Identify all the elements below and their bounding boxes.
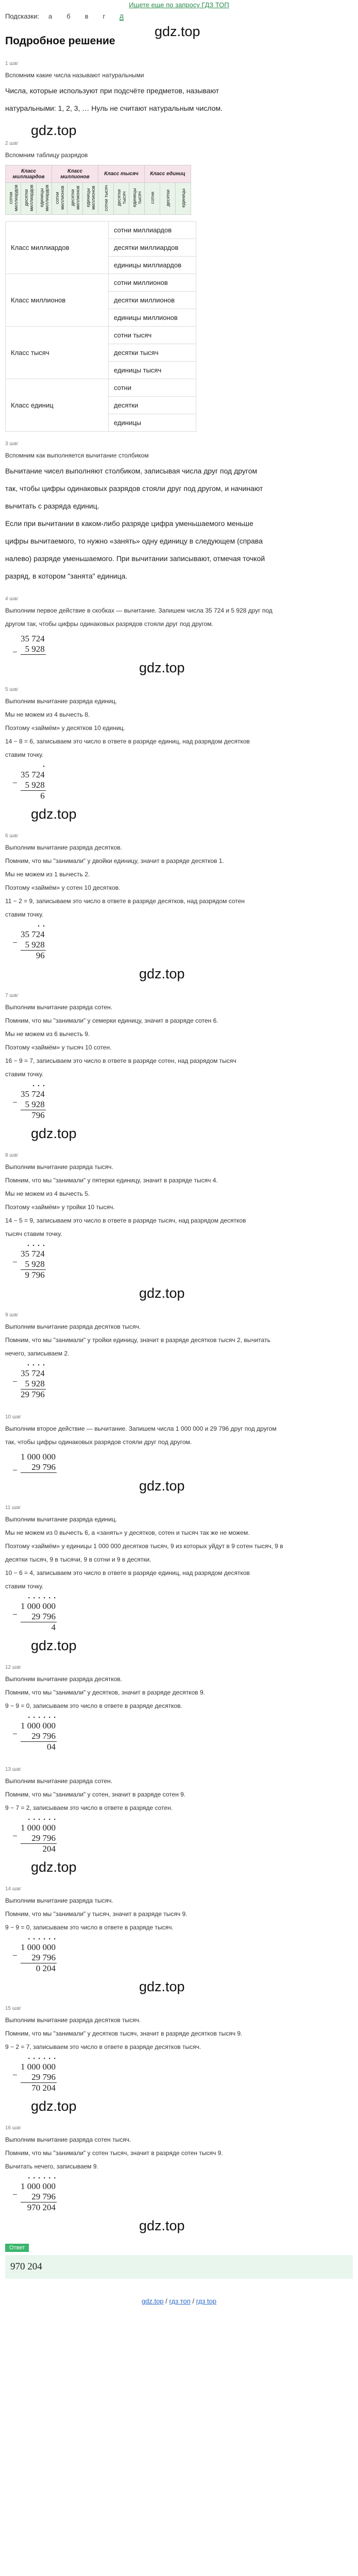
rank-cell (98, 183, 114, 215)
class-table (5, 221, 196, 432)
footer-link-gdz-top-ru[interactable]: гдз топ (169, 2297, 191, 2305)
minuend: 35 724 (21, 770, 45, 779)
step-text: так, чтобы цифры одинаковых разрядов стояли друг под другом, и начинают (5, 484, 263, 493)
column-subtraction (12, 1363, 46, 1400)
step-text: Выполним вычитание разряда тысяч. (5, 1163, 113, 1171)
minus-sign: − (12, 1729, 18, 1739)
subtrahend: 29 796 (21, 2192, 57, 2202)
rank-name-cell: единицы тысяч (109, 362, 196, 379)
subtrahend: 5 928 (21, 940, 46, 951)
watermark: gdz.top (31, 806, 77, 822)
step-text: Помним, что мы "занимали" у сотен, значит в разряде сотен 9. (5, 1791, 186, 1798)
subtrahend: 5 928 (21, 644, 46, 655)
step-text: нечего, записываем 2. (5, 1350, 70, 1357)
step-label: 2 шаг (5, 141, 19, 146)
class-name-cell: Класс тысяч (6, 327, 109, 379)
rank-name-cell: сотни тысяч (109, 327, 196, 344)
step-text: Выполним вычитание разряда сотен. (5, 1777, 113, 1785)
hint-option-v[interactable]: в (84, 12, 89, 20)
column-subtraction (12, 2176, 57, 2213)
step-text: ставим точку. (5, 1071, 44, 1078)
minuend: 35 724 (21, 1368, 45, 1378)
rank-cell (83, 183, 98, 215)
rank-name-cell: сотни миллионов (109, 274, 196, 292)
footer-link-gdz-top-mixed[interactable]: гдз top (196, 2297, 217, 2305)
step-label: 8 шаг (5, 1153, 19, 1158)
solution-step (5, 1886, 353, 1994)
rank-cell-label: единицы тысяч (131, 188, 142, 208)
solution-step (5, 687, 353, 822)
step-label: 9 шаг (5, 1312, 19, 1318)
step-text: Помним, что мы "занимали" у десятков, значит в разряде десятков 9. (5, 1689, 205, 1696)
borrow-dots: • • • • (27, 1363, 46, 1368)
minus-sign: − (12, 1377, 18, 1386)
page-title: Подробное решение (5, 35, 115, 47)
step-text: Мы не можем из 6 вычесть 9. (5, 1030, 90, 1038)
answer-box (5, 2255, 353, 2279)
rank-cell-label: сотни (149, 192, 155, 204)
rank-name-cell: десятки миллиардов (109, 239, 196, 257)
difference: 796 (31, 1110, 45, 1120)
step-text: 9 − 7 = 2, записываем это число в ответе в разряде сотен. (5, 1804, 173, 1811)
minuend: 1 000 000 (21, 1942, 56, 1952)
minus-sign: − (12, 1465, 18, 1475)
minus-sign: − (12, 1609, 18, 1619)
rank-cell (129, 183, 145, 215)
minus-sign: − (12, 2070, 18, 2080)
rank-name-cell: сотни (109, 379, 196, 397)
minus-sign: − (12, 647, 18, 657)
rank-cell-label: десятки миллиардов (23, 184, 34, 211)
step-label: 13 шаг (5, 1767, 22, 1772)
difference: 0 204 (36, 1963, 56, 1973)
solution-step (5, 1767, 353, 1875)
step-text: 9 − 9 = 0, записываем это число в ответе в разряде десятков. (5, 1702, 182, 1709)
borrow-dots: • • • • • • (28, 1596, 57, 1601)
minus-sign: − (12, 1831, 18, 1841)
hint-option-a[interactable]: a (48, 12, 53, 20)
solution-step (5, 993, 353, 1141)
subtrahend: 29 796 (21, 1731, 57, 1742)
step-label: 16 шаг (5, 2125, 22, 2131)
solution-step (5, 2006, 353, 2114)
difference: 70 204 (31, 2083, 56, 2093)
watermark: gdz.top (139, 660, 185, 675)
solution-step (5, 1153, 353, 1301)
borrow-dots: • • • • • • (28, 1817, 57, 1823)
rank-cell-label: единицы миллионов (85, 185, 96, 210)
step-text: Помним, что мы "занимали" у пятерки единицу, значит в разряде тысяч 4. (5, 1177, 218, 1184)
watermark: gdz.top (31, 1859, 77, 1875)
watermark: gdz.top (155, 24, 200, 39)
solution-step (5, 2125, 353, 2233)
subtrahend: 5 928 (21, 780, 46, 791)
answer-label: Ответ (5, 2244, 29, 2252)
step-text: Мы не можем из 1 вычесть 2. (5, 871, 90, 878)
step-text: Помним, что мы "занимали" у десятков тысяч, значит в разряде десятков тысяч 9. (5, 2030, 243, 2037)
column-subtraction (12, 1937, 57, 1974)
search-more-link-row (5, 0, 353, 9)
rank-cell-label: сотни миллиардов (8, 184, 19, 211)
step-text: 10 − 6 = 4, записываем это число в ответе в разряде единиц, над разрядом десятков (5, 1569, 250, 1577)
column-subtraction (12, 1083, 46, 1121)
subtrahend: 29 796 (21, 2072, 57, 2083)
subtrahend: 5 928 (21, 1099, 46, 1110)
footer-separator: / (192, 2297, 195, 2305)
step-text: Выполним вычитание разряда десятков тысяч. (5, 1323, 141, 1330)
step-text: Выполним вычитание разряда единиц. (5, 698, 117, 705)
minuend: 1 000 000 (21, 2181, 56, 2191)
step-text: 14 − 5 = 9, записываем это число в ответе в разряде тысяч, над разрядом десятков (5, 1217, 246, 1224)
step-text: Мы не можем из 0 вычесть 6, а «занять» у десятков, сотен и тысяч так же не можем. (5, 1529, 250, 1536)
difference: 204 (42, 1844, 56, 1854)
footer (5, 2297, 353, 2305)
minuend: 1 000 000 (21, 1452, 56, 1462)
step-text: Выполним второе действие — вычитание. Запишем числа 1 000 000 и 29 796 друг под другом (5, 1425, 277, 1432)
solution-step (5, 596, 353, 675)
borrow-dots: • • • • • • (28, 1715, 57, 1721)
borrow-dots: • (43, 764, 46, 770)
rank-cell-label: десятки миллионов (70, 185, 80, 210)
hints-bar (5, 9, 353, 23)
minus-sign: − (12, 1951, 18, 1960)
step-text: Числа, которые используют при подсчёте предметов, называют (5, 87, 219, 95)
watermark: gdz.top (31, 1638, 77, 1653)
watermark: gdz.top (139, 1285, 185, 1301)
step-text: Выполним вычитание разряда тысяч. (5, 1897, 113, 1904)
answer-value: 970 204 (10, 2261, 42, 2272)
footer-link-gdz-top[interactable]: gdz.top (141, 2297, 164, 2305)
rank-cell-label: единицы миллиардов (39, 184, 49, 211)
minus-sign: − (12, 778, 18, 788)
minus-sign: − (12, 2190, 18, 2199)
borrow-dots: • • (38, 924, 46, 929)
rank-class-header: Класс единиц (145, 165, 191, 183)
rank-cell (67, 183, 83, 215)
step-text: 16 − 9 = 7, записываем это число в ответе в разряде сотен, над разрядом тысяч (5, 1057, 236, 1064)
minuend: 1 000 000 (21, 2062, 56, 2072)
difference: 04 (47, 1742, 56, 1752)
hint-option-b[interactable]: б (66, 12, 71, 20)
column-subtraction (12, 1715, 57, 1752)
class-name-cell: Класс миллионов (6, 274, 109, 327)
rank-name-cell: десятки тысяч (109, 344, 196, 362)
rank-cell (37, 183, 52, 215)
column-subtraction (12, 634, 46, 657)
solution-step (5, 1414, 353, 1494)
step-intro: Вспомним как выполняется вычитание столбиком (5, 452, 149, 459)
minus-sign: − (12, 1257, 18, 1267)
rank-cell-label: сотни тысяч (103, 184, 109, 211)
step-text: Поэтому «займём» у тройки 10 тысяч. (5, 1204, 115, 1211)
column-subtraction (12, 1243, 46, 1280)
step-text: Вычитание чисел выполняют столбиком, записывая числа друг под другом (5, 467, 258, 475)
step-intro: Вспомним таблицу разрядов (5, 151, 88, 159)
step-text: вычитать с разряда единиц. (5, 502, 99, 510)
class-name-cell: Класс единиц (6, 379, 109, 432)
watermark: gdz.top (139, 966, 185, 981)
watermark: gdz.top (31, 2098, 77, 2114)
search-more-link[interactable]: Ищете еще по запросу ГДЗ ТОП (129, 1, 229, 9)
step-text: Выполним вычитание разряда десятков. (5, 1675, 122, 1683)
minuend: 35 724 (21, 929, 45, 939)
rank-cell-label: единицы (180, 188, 186, 208)
step-label: 5 шаг (5, 687, 19, 692)
minuend: 1 000 000 (21, 1721, 56, 1731)
step-text: Поэтому «займём» у тысяч 10 сотен. (5, 1044, 112, 1051)
rank-name-cell: десятки (109, 397, 196, 414)
step-text: ставим точку. (5, 1583, 44, 1590)
step-text: десятки тысяч, 9 в тысячи, 9 в сотни и 9 в десятки. (5, 1556, 151, 1563)
hint-option-d[interactable]: д (120, 11, 124, 20)
rank-cell-label: десятки тысяч (116, 189, 127, 207)
step-text: цифры вычитаемого, то нужно «занять» одну единицу в следующем (справа (5, 537, 263, 545)
solution-step (5, 1312, 353, 1403)
column-subtraction (12, 1452, 57, 1475)
solution-step (5, 1665, 353, 1755)
difference: 970 204 (27, 2202, 56, 2212)
borrow-dots: • • • • • • (28, 2176, 57, 2181)
step-text: 11 − 2 = 9, записываем это число в ответе в разряде десятков, над разрядом сотен (5, 897, 245, 905)
column-subtraction (12, 2056, 57, 2093)
step-text: 14 − 8 = 6, записываем это число в ответе в разряде единиц, над разрядом десятков (5, 738, 250, 745)
step-label: 4 шаг (5, 596, 19, 602)
difference: 96 (36, 951, 45, 960)
borrow-dots: • • • • (27, 1243, 46, 1249)
minus-sign: − (12, 1097, 18, 1107)
column-subtraction (12, 764, 46, 801)
difference: 29 796 (21, 1389, 45, 1399)
step-text: Выполним первое действие в скобках — вычитание. Запишем числа 35 724 и 5 928 друг под (5, 607, 272, 614)
watermark: gdz.top (31, 123, 77, 138)
rank-cell (176, 183, 191, 215)
subtrahend: 29 796 (21, 1462, 57, 1473)
rank-cell (160, 183, 176, 215)
rank-table (5, 165, 191, 215)
watermark: gdz.top (139, 2218, 185, 2233)
step-intro: Вспомним какие числа называют натуральными (5, 72, 144, 79)
step-text: налево) разряде уменьшаемого. При вычитании записывают, отмечая точкой (5, 554, 265, 563)
step-label: 15 шаг (5, 2006, 22, 2011)
step-text: разряд, в котором "занята" единица. (5, 572, 128, 580)
minus-sign: − (12, 938, 18, 947)
step-label: 12 шаг (5, 1665, 22, 1670)
footer-separator: / (165, 2297, 167, 2305)
step-text: натуральными: 1, 2, 3, … Нуль не считают натуральным числом. (5, 104, 223, 112)
difference: 4 (51, 1622, 56, 1632)
rank-class-header: Класс миллиардов (6, 165, 52, 183)
step-text: Помним, что мы "занимали" у сотен тысяч, значит в разряде сотен тысяч 9. (5, 2149, 223, 2157)
rank-cell (145, 183, 160, 215)
step-text: Поэтому «займём» у десятков 10 единиц. (5, 724, 125, 732)
rank-cell (52, 183, 67, 215)
step-text: Выполним вычитание разряда сотен. (5, 1004, 113, 1011)
step-text: 9 − 2 = 7, записываем это число в ответе в разряде десятков тысяч. (5, 2043, 201, 2050)
column-subtraction (12, 1817, 57, 1854)
rank-class-header: Класс тысяч (98, 165, 145, 183)
step-text: Вычитать нечего, записываем 9. (5, 2163, 98, 2170)
step-text: Выполним вычитание разряда десятков тысяч. (5, 2016, 141, 2024)
step-label: 3 шаг (5, 441, 19, 447)
step-text: другом так, чтобы цифры одинаковых разрядов стояли друг под другом. (5, 620, 213, 628)
step-text: ставим точку. (5, 911, 44, 918)
step-label: 11 шаг (5, 1505, 21, 1511)
column-subtraction (12, 1596, 57, 1633)
rank-name-cell: единицы миллиардов (109, 257, 196, 274)
borrow-dots: • • • • • • (28, 1937, 57, 1942)
subtrahend: 29 796 (21, 1953, 57, 1963)
rank-cell (21, 183, 37, 215)
rank-cell (114, 183, 129, 215)
solution-step (5, 1505, 353, 1653)
step-text: Помним, что мы "занимали" у двойки единицу, значит в разряде десятков 1. (5, 857, 224, 865)
rank-cell-label: десятки (165, 189, 171, 207)
step-text: Если при вычитании в каком-либо разряде цифра уменьшаемого меньше (5, 519, 253, 528)
hint-option-g[interactable]: г (103, 12, 106, 20)
subtrahend: 29 796 (21, 1612, 57, 1622)
minuend: 35 724 (21, 1249, 45, 1259)
borrow-dots: • • • (32, 1083, 46, 1089)
minuend: 1 000 000 (21, 1823, 56, 1833)
step-text: Поэтому «займём» у единицы 1 000 000 десятков тысяч, 9 из которых уйдут в 9 сотен тысяч, 9 в (5, 1543, 283, 1550)
step-text: Помним, что мы "занимали" у семерки единицу, значит в разряде сотен 6. (5, 1017, 218, 1024)
watermark: gdz.top (139, 1478, 185, 1494)
step-text: Помним, что мы "занимали" у тысяч, значит в разряде тысяч 9. (5, 1910, 187, 1918)
minuend: 35 724 (21, 1089, 45, 1099)
step-text: так, чтобы цифры одинаковых разрядов стояли друг под другом. (5, 1438, 192, 1446)
subtrahend: 29 796 (21, 1833, 57, 1844)
step-text: тысяч ставим точку. (5, 1230, 62, 1238)
step-text: ставим точку. (5, 751, 44, 758)
step-text: Выполним вычитание разряда единиц. (5, 1516, 117, 1523)
step-label: 14 шаг (5, 1886, 22, 1892)
step-label: 10 шаг (5, 1414, 22, 1420)
watermark: gdz.top (139, 1979, 185, 1994)
rank-name-cell: десятки миллионов (109, 292, 196, 309)
step-text: Помним, что мы "занимали" у тройки единицу, значит в разряде десятков тысяч 2, вычитать (5, 1336, 270, 1344)
step-text: 9 − 9 = 0, записываем это число в ответе в разряде тысяч. (5, 1924, 174, 1931)
step-label: 7 шаг (5, 993, 19, 998)
watermark: gdz.top (31, 1126, 77, 1141)
subtrahend: 5 928 (21, 1379, 46, 1389)
rank-name-cell: единицы (109, 414, 196, 432)
difference: 6 (40, 791, 45, 801)
step-label: 6 шаг (5, 833, 19, 839)
hints-label: Подсказки: (5, 12, 39, 20)
rank-cell (6, 183, 21, 215)
rank-cell-label: сотни миллионов (54, 185, 65, 210)
difference: 9 796 (25, 1270, 45, 1280)
minuend: 35 724 (21, 634, 45, 643)
rank-class-header: Класс миллионов (52, 165, 98, 183)
column-subtraction (12, 924, 46, 961)
step-label: 1 шаг (5, 61, 19, 66)
step-text: Выполним вычитание разряда сотен тысяч. (5, 2136, 131, 2143)
minuend: 1 000 000 (21, 1601, 56, 1611)
subtrahend: 5 928 (21, 1259, 46, 1270)
rank-name-cell: сотни миллиардов (109, 222, 196, 239)
step-text: Выполним вычитание разряда десятков. (5, 844, 122, 851)
step-text: Поэтому «займём» у сотен 10 десятков. (5, 884, 121, 891)
class-name-cell: Класс миллиардов (6, 222, 109, 274)
step-text: Мы не можем из 4 вычесть 8. (5, 711, 90, 718)
borrow-dots: • • • • • • (28, 2056, 57, 2062)
solution-step (5, 833, 353, 981)
rank-name-cell: единицы миллионов (109, 309, 196, 327)
step-text: Мы не можем из 4 вычесть 5. (5, 1190, 90, 1197)
